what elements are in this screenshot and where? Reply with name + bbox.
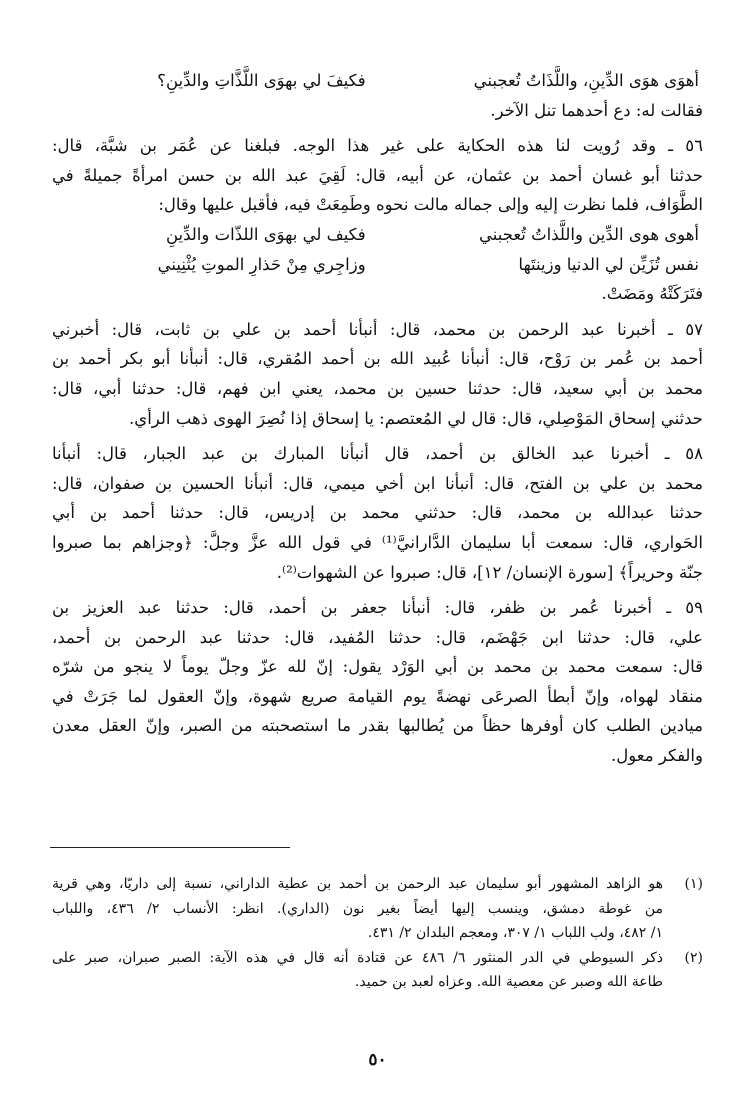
text-line: فقالت له: دع أحدهما تنل الآخر. [490, 100, 703, 120]
text-line: الحَواري، قال: سمعت أبا سليمان الدَّارانيَّ⁽¹⁾ في قول الله عزَّ وجلَّ: ﴿وجزاهم بما صبروا [52, 532, 703, 552]
paragraph-57 [52, 315, 703, 433]
verse-left-hemistich: فكيف لي بهوَى اللذّات والدِّينِ [165, 224, 366, 244]
verse-right-hemistich: أهوَى هوَى الدِّينِ، واللَّذَاتُ تُعجبني [473, 71, 699, 90]
footnote-line: ذكر السيوطي في الدر المنثور ٦/ ٤٨٦ عن قتادة أنه قال في هذه الآية: الصبر صبران، صبر على [52, 949, 663, 966]
verse-right-hemistich: أهوى هوى الدِّين واللَّذاتُ تُعجبني [478, 224, 699, 244]
text-line: ميادين الطلب كان أوفرها حظاً من يُطالبها بقدر ما استصحبته من الصبر، وإنّ العقل معدن [52, 716, 703, 736]
main-text [52, 66, 703, 771]
text-line: ٥٩ ـ أخبرنا عُمر بن ظفر، قال: أنبأنا جعفر بن أحمد، قال: حدثنا عبد العزيز بن [52, 598, 703, 618]
text-line: أحمد بن عُمر بن رَوْح، قال: أنبأنا عُبيد الله بن أحمد المُقري، قال: أنبأنا أبو بكر أحمد بن [52, 349, 703, 369]
verse-line [52, 66, 703, 96]
verse-left-hemistich: فكيفَ لي بهوَى اللَّذَّاتِ والدِّينِ؟ [157, 71, 366, 90]
text-line: حدثنا عبدالله بن محمد، قال: حدثني محمد بن إدريس، قال: حدثنا أحمد بن أبي [52, 503, 703, 523]
verse-left-hemistich: وزاجِري مِنْ حَذارِ الموتِ يُثْنِيني [157, 254, 366, 274]
footnote-line: طاعة الله وصبر عن معصية الله. وعزاه لعبد بن حميد. [354, 974, 663, 990]
text-line: ٥٨ ـ أخبرنا عبد الخالق بن أحمد، قال أنبأنا المبارك بن عبد الجبار، قال: أنبأنا [52, 444, 703, 464]
text-line: ٥٦ ـ وقد رُويت لنا هذه الحكاية على غير هذا الوجه. فبلغنا عن عُمَر بن شبَّة، قال: [52, 136, 703, 156]
footnotes [52, 872, 703, 995]
paragraph-58 [52, 439, 703, 587]
footnote [52, 872, 703, 946]
text-line: محمد بن علي بن الفتح، قال: أنبأنا ابن أخي ميمي، قال: أنبأنا الحسين بن صفوان، قال: [52, 473, 703, 493]
paragraph-56 [52, 131, 703, 220]
footnote-separator [50, 847, 290, 848]
text-line: منقاد لهواه، وإنّ أبطأ الصرعَى نهضةً يوم القيامة صريع شهوة، وإنّ العقول لما جَرَتْ في [52, 686, 703, 706]
text-line: ٥٧ ـ أخبرنا عبد الرحمن بن محمد، قال: أنبأنا أحمد بن علي بن ثابت، قال: أخبرني [52, 319, 703, 339]
text-line: والفكر معول. [611, 746, 703, 766]
footnote [52, 946, 703, 995]
text-line: فتَرَكَتْهُ ومَضَتْ. [601, 284, 703, 304]
footnote-line: ١/ ٤٨٢، ولب اللباب ١/ ٣٠٧، ومعجم البلدان ٢/ ٤٣١. [367, 925, 663, 941]
text-line: قال: سمعت محمد بن محمد بن أبي الوَرْد يقول: إنّ لله عزّ وجلّ يوماً لا ينجو من شرّه [52, 657, 703, 677]
text-line: محمد بن أبي سعيد، قال: حدثنا حسين بن محمد، يعني ابن فهم، قال: حدثنا أبي، قال: [52, 378, 703, 398]
text-line: حدثنا أبو غسان أحمد بن عثمان، عن أبيه، قال: لَقِيَ عبد الله بن حسن امرأةً جميلةً في [52, 165, 703, 185]
text-line: الطَّوَاف، فلما نظرت إليه وإلى جماله مالت نحوه وطَمِعَتْ فيه، فأقبل عليها وقال: [158, 195, 703, 215]
text-line: علي، قال: حدثنا ابن جَهْضَم، قال: حدثنا المُفيد، قال: حدثنا عبد الرحمن بن أحمد، [52, 627, 703, 647]
footnote-line: هو الزاهد المشهور أبو سليمان عبد الرحمن بن أحمد بن عطية الداراني، نسبة إلى داريّا، وهي قرية [52, 876, 663, 892]
verse-right-hemistich: نفس تُزَيِّن لي الدنيا وزينتَها [518, 254, 699, 274]
text-line: جنّة وحريراً﴾ [سورة الإنسان/ ١٢]، قال: صبروا عن الشهوات⁽²⁾. [276, 562, 703, 582]
footnote-line: من غوطة دمشق، وينسب إليها أيضاً بغير نون (الداري). انظر: الأنساب ٢/ ٤٣٦، واللباب [52, 900, 663, 917]
paragraph-59 [52, 593, 703, 771]
footnote-number: (٢) [684, 949, 703, 966]
footnote-number: (١) [684, 876, 703, 892]
text-line: حدثني إسحاق المَوْصِلي، قال: قال لي المُعتصم: يا إسحاق إذا نُصِرَ الهوى ذهب الرأي. [129, 408, 703, 428]
verse-line [52, 250, 703, 280]
page-number: ٥٠ [368, 1050, 387, 1070]
verse-line [52, 220, 703, 250]
